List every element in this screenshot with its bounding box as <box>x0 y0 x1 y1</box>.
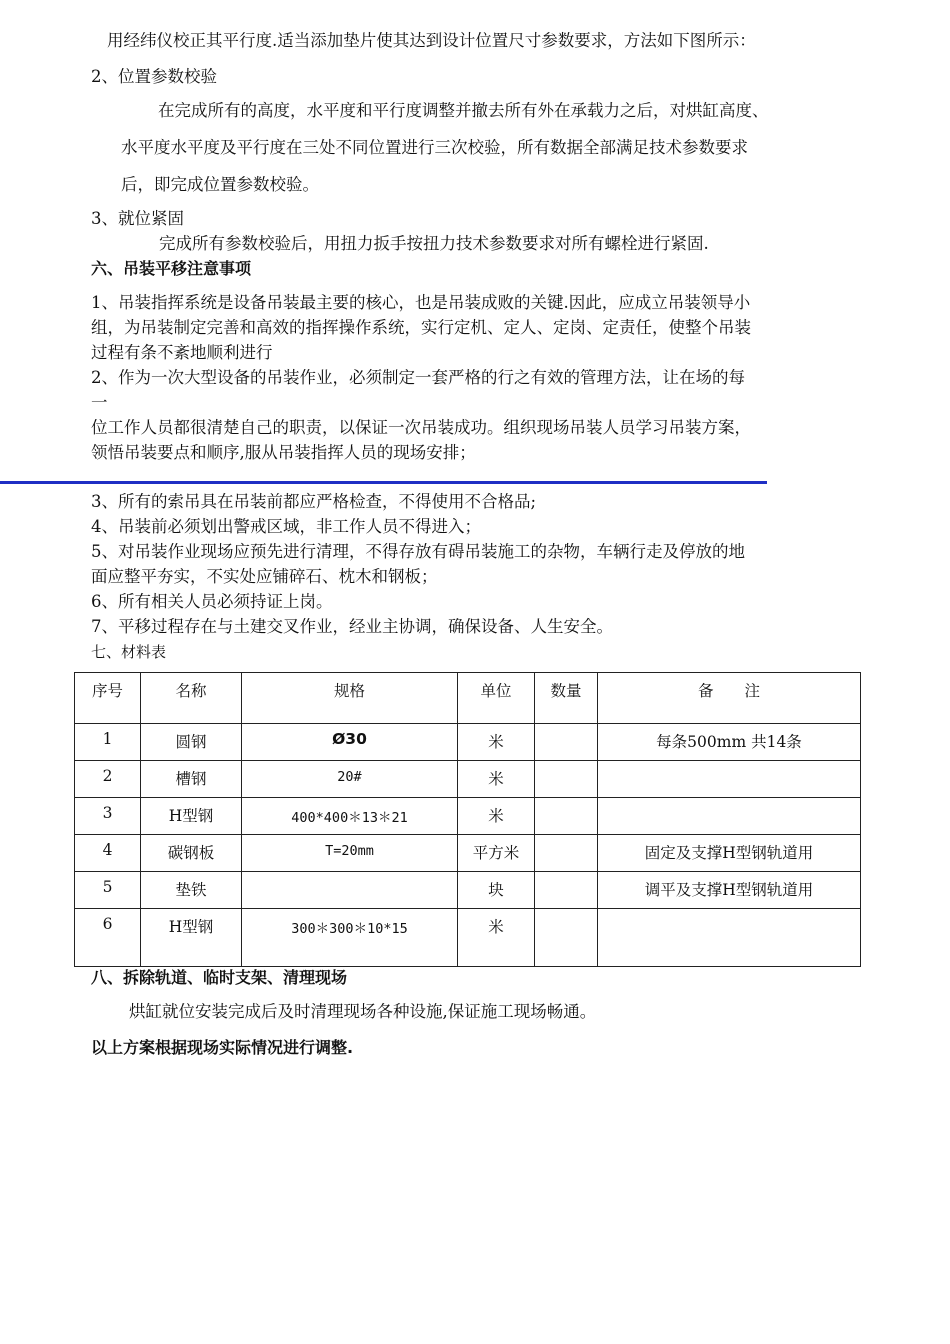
table-cell: 400*400＊13＊21 <box>242 798 458 835</box>
table-cell <box>535 909 598 967</box>
paragraph-line: 用经纬仪校正其平行度.适当添加垫片使其达到设计位置尺寸参数要求，方法如下图所示： <box>107 31 756 50</box>
section-heading: 八、拆除轨道、临时支架、清理现场 <box>91 968 348 987</box>
section-heading: 七、材料表 <box>91 643 167 661</box>
subsection-title: 2、位置参数校验 <box>91 67 217 86</box>
section-heading: 六、吊装平移注意事项 <box>91 259 252 278</box>
table-cell: Ø30 <box>242 724 458 761</box>
table-row <box>75 872 861 909</box>
paragraph-line: 在完成所有的高度，水平度和平行度调整并撤去所有外在承载力之后，对烘缸高度、 <box>158 101 769 120</box>
table-header: 单位 <box>458 673 535 724</box>
table-cell: 调平及支撑H型钢轨道用 <box>598 872 861 909</box>
table-header: 规格 <box>242 673 458 724</box>
table-header: 序号 <box>75 673 141 724</box>
table-header: 数量 <box>535 673 598 724</box>
table-cell: 米 <box>458 724 535 761</box>
table-header: 备 注 <box>598 673 861 724</box>
list-item: 组，为吊装制定完善和高效的指挥操作系统，实行定机、定人、定岗、定责任，使整个吊装 <box>91 318 751 337</box>
table-cell: 20# <box>242 761 458 798</box>
list-item: 过程有条不紊地顺利进行 <box>91 343 273 362</box>
table-cell <box>535 835 598 872</box>
table-cell: 槽钢 <box>141 761 242 798</box>
page-divider <box>0 481 767 484</box>
table-cell: 圆钢 <box>141 724 242 761</box>
list-item: 一 <box>91 393 108 412</box>
closing-note: 以上方案根据现场实际情况进行调整. <box>91 1038 354 1057</box>
paragraph-line: 后，即完成位置参数校验。 <box>121 175 319 194</box>
table-cell <box>535 872 598 909</box>
table-cell: 碳钢板 <box>141 835 242 872</box>
list-item: 位工作人员都很清楚自己的职责，以保证一次吊装成功。组织现场吊装人员学习吊装方案， <box>91 418 751 437</box>
table-row <box>75 835 861 872</box>
list-item: 2、作为一次大型设备的吊装作业，必须制定一套严格的行之有效的管理方法，让在场的每 <box>91 368 745 387</box>
table-cell: 4 <box>75 835 141 872</box>
table-cell: 米 <box>458 798 535 835</box>
list-item: 领悟吊装要点和顺序,服从吊装指挥人员的现场安排； <box>91 443 476 462</box>
table-row <box>75 909 861 967</box>
table-cell <box>598 909 861 967</box>
list-item: 7、平移过程存在与土建交叉作业，经业主协调，确保设备、人生安全。 <box>91 617 613 636</box>
table-cell: H型钢 <box>141 798 242 835</box>
table-cell: 300＊300＊10*15 <box>242 909 458 967</box>
table-cell <box>598 798 861 835</box>
table-cell: 2 <box>75 761 141 798</box>
table-row <box>75 798 861 835</box>
table-cell: T=20mm <box>242 835 458 872</box>
table-cell: 垫铁 <box>141 872 242 909</box>
table-cell: 米 <box>458 761 535 798</box>
table-cell: 固定及支撑H型钢轨道用 <box>598 835 861 872</box>
table-cell <box>535 724 598 761</box>
table-cell <box>598 761 861 798</box>
list-item: 4、吊装前必须划出警戒区域，非工作人员不得进入； <box>91 517 481 536</box>
table-header: 名称 <box>141 673 242 724</box>
table-cell: H型钢 <box>141 909 242 967</box>
table-cell: 5 <box>75 872 141 909</box>
table-cell <box>242 872 458 909</box>
table-cell: 米 <box>458 909 535 967</box>
paragraph-line: 水平度水平度及平行度在三处不同位置进行三次校验，所有数据全部满足技术参数要求 <box>121 138 748 157</box>
list-item: 1、吊装指挥系统是设备吊装最主要的核心，也是吊装成败的关键.因此，应成立吊装领导小 <box>91 293 751 312</box>
table-header-row <box>75 673 861 724</box>
table-cell: 1 <box>75 724 141 761</box>
table-cell: 每条500mm 共14条 <box>598 724 861 761</box>
subsection-title: 3、就位紧固 <box>91 209 184 228</box>
table-cell: 平方米 <box>458 835 535 872</box>
paragraph-line: 完成所有参数校验后，用扭力扳手按扭力技术参数要求对所有螺栓进行紧固. <box>159 234 709 253</box>
table-row <box>75 761 861 798</box>
table-cell: 6 <box>75 909 141 967</box>
table-row <box>75 724 861 761</box>
table-cell: 3 <box>75 798 141 835</box>
list-item: 面应整平夯实，不实处应铺碎石、枕木和钢板； <box>91 567 438 586</box>
materials-table <box>74 672 861 967</box>
table-cell: 块 <box>458 872 535 909</box>
list-item: 3、所有的索吊具在吊装前都应严格检查，不得使用不合格品; <box>91 492 537 511</box>
table-cell <box>535 761 598 798</box>
list-item: 5、对吊装作业现场应预先进行清理，不得存放有碍吊装施工的杂物，车辆行走及停放的地 <box>91 542 745 561</box>
paragraph-line: 烘缸就位安装完成后及时清理现场各种设施,保证施工现场畅通。 <box>129 1002 597 1021</box>
table-cell <box>535 798 598 835</box>
list-item: 6、所有相关人员必须持证上岗。 <box>91 592 333 611</box>
